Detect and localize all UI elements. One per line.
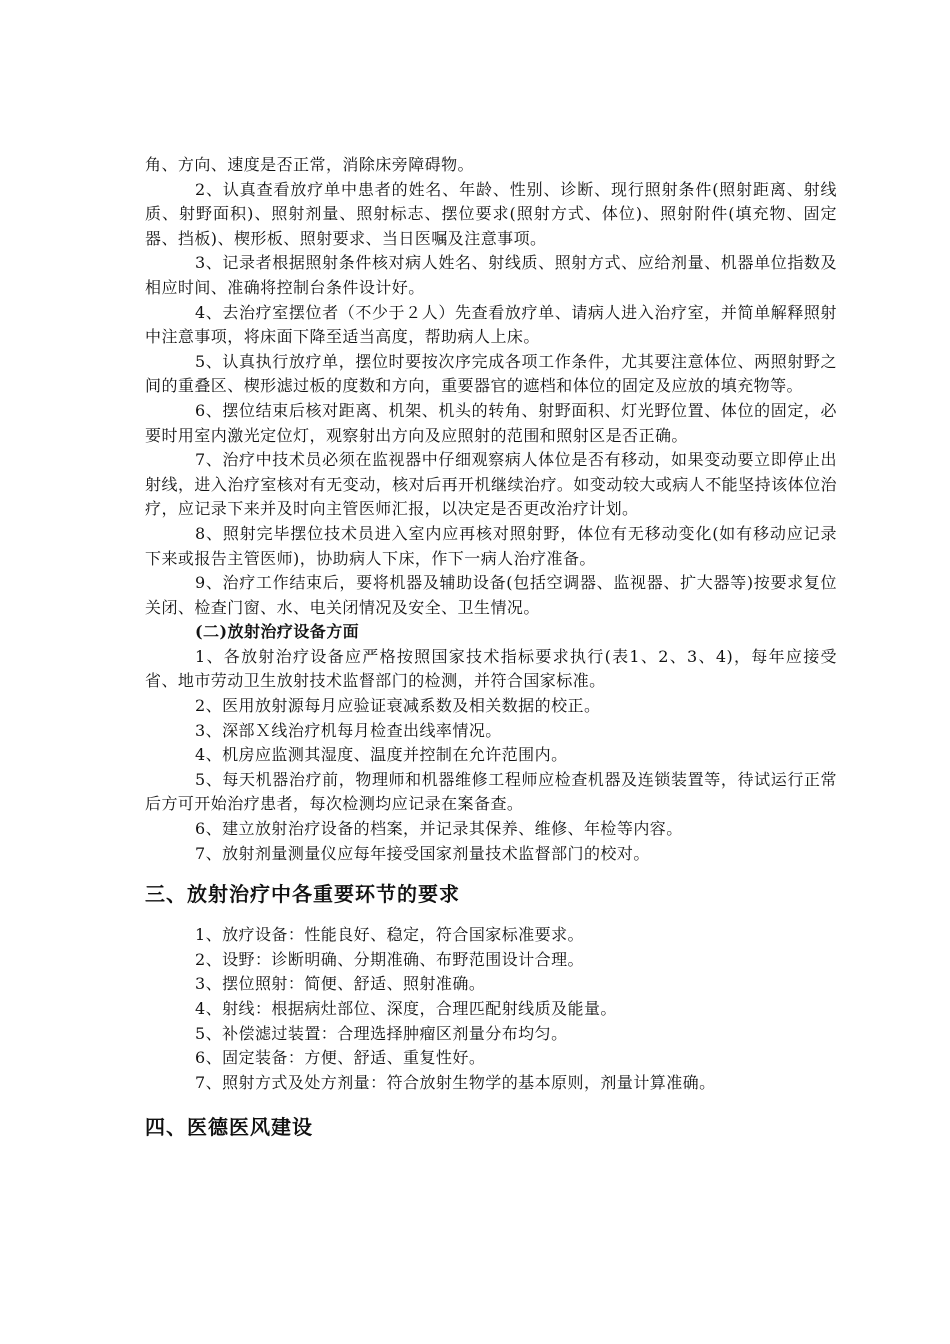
requirement-item-6: 6、固定装备：方便、舒适、重复性好。 bbox=[195, 1048, 486, 1068]
procedure-item-2: 2、认真查看放疗单中患者的姓名、年龄、性别、诊断、现行照射条件(照射距离、射线质、射野面积)、照射剂量、照射标志、摆位要求(照射方式、体位)、照射附件(填充物、固定器、挡板)、楔形板、照射要求、当日医嘱及注意事项。 bbox=[145, 179, 837, 248]
requirement-item-2: 2、设野：诊断明确、分期准确、布野范围设计合理。 bbox=[195, 949, 584, 969]
procedure-item-4: 4、去治疗室摆位者（不少于２人）先查看放疗单、请病人进入治疗室，并简单解释照射中注意事项，将床面下降至适当高度，帮助病人上床。 bbox=[145, 302, 837, 347]
procedure-item-8: 8、照射完毕摆位技术员进入室内应再核对照射野，体位有无移动变化(如有移动应记录下来或报告主管医师)，协助病人下床，作下一病人治疗准备。 bbox=[145, 523, 837, 568]
procedure-item-5: 5、认真执行放疗单，摆位时要按次序完成各项工作条件，尤其要注意体位、两照射野之间的重叠区、楔形滤过板的度数和方向，重要器官的遮档和体位的固定及应放的填充物等。 bbox=[145, 351, 837, 396]
procedure-item-6: 6、摆位结束后核对距离、机架、机头的转角、射野面积、灯光野位置、体位的固定，必要时用室内激光定位灯，观察射出方向及应照射的范围和照射区是否正确。 bbox=[145, 400, 837, 445]
section-heading-4: 四、医德医风建设 bbox=[145, 1115, 313, 1140]
requirement-item-5: 5、补偿滤过装置：合理选择肿瘤区剂量分布均匀。 bbox=[195, 1023, 568, 1043]
procedure-item-3: 3、记录者根据照射条件核对病人姓名、射线质、照射方式、应给剂量、机器单位指数及相应时间、准确将控制台条件设计好。 bbox=[145, 253, 837, 297]
equipment-item-3: 3、深部Ｘ线治疗机每月检查出线率情况。 bbox=[195, 720, 502, 740]
procedure-item-9: 9、治疗工作结束后，要将机器及辅助设备(包括空调器、监视器、扩大器等)按要求复位关闭、检查门窗、水、电关闭情况及安全、卫生情况。 bbox=[145, 573, 837, 617]
requirement-item-7: 7、照射方式及处方剂量：符合放射生物学的基本原则，剂量计算准确。 bbox=[195, 1072, 716, 1092]
continuation-paragraph: 角、方向、速度是否正常，消除床旁障碍物。 bbox=[145, 155, 475, 174]
subsection-heading: (二)放射治疗设备方面 bbox=[195, 622, 360, 642]
equipment-item-2: 2、医用放射源每月应验证衰减系数及相关数据的校正。 bbox=[195, 696, 601, 716]
section-heading-3: 三、放射治疗中各重要环节的要求 bbox=[145, 882, 460, 907]
equipment-item-1: 1、各放射治疗设备应严格按照国家技术指标要求执行(表1、2、3、4)，每年应接受省、地市劳动卫生放射技术监督部门的检测，并符合国家标准。 bbox=[145, 646, 837, 691]
equipment-item-5: 5、每天机器治疗前，物理师和机器维修工程师应检查机器及连锁装置等，待试运行正常后方可开始治疗患者，每次检测均应记录在案备查。 bbox=[145, 769, 837, 814]
equipment-item-7: 7、放射剂量测量仪应每年接受国家剂量技术监督部门的校对。 bbox=[195, 843, 650, 863]
requirement-item-4: 4、射线：根据病灶部位、深度，合理匹配射线质及能量。 bbox=[195, 999, 617, 1018]
requirement-item-1: 1、放疗设备：性能良好、稳定，符合国家标准要求。 bbox=[195, 925, 584, 945]
equipment-item-6: 6、建立放射治疗设备的档案，并记录其保养、维修、年检等内容。 bbox=[195, 819, 683, 839]
document-page bbox=[145, 153, 837, 1140]
equipment-item-4: 4、机房应监测其湿度、温度并控制在允许范围内。 bbox=[195, 745, 568, 765]
requirement-item-3: 3、摆位照射：简便、舒适、照射准确。 bbox=[195, 974, 486, 994]
procedure-item-7: 7、治疗中技术员必须在监视器中仔细观察病人体位是否有移动，如果变动要立即停止出射线，进入治疗室核对有无变动，核对后再开机继续治疗。如变动较大或病人不能坚持该体位治疗，应记录下来并及时向主管医师汇报，以决定是否更改治疗计划。 bbox=[145, 450, 837, 519]
